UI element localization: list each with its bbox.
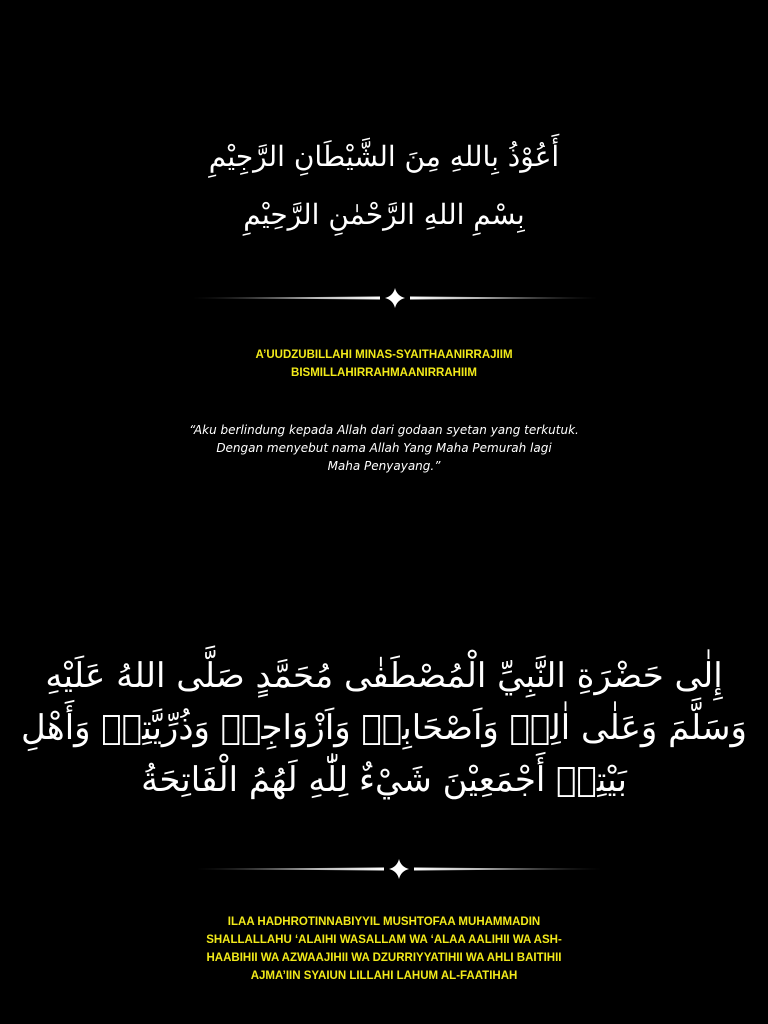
arabic-line: وَسَلَّمَ وَعَلٰى اٰلِهٖ وَاَصْحَابِهٖ وَاَزْوَاجِهٖ وَذُرِّيَّتِهٖ وَأَهْلِ [21,708,747,748]
opening-translation [0,421,768,475]
dedication-transliteration [0,913,768,985]
arabic-line: بَيْتِهٖ أَجْمَعِيْنَ شَيْءٌ لِلّٰهِ لَهُمُ الْفَاتِحَةُ [141,760,627,800]
transliteration-line: SHALLALLAHU ‘ALAIHI WASALLAM WA ‘ALAA AALIHII WA ASH- [206,934,562,946]
translation-line: “Aku berlindung kepada Allah dari godaan syetan yang terkutuk. [189,423,579,437]
transliteration-line: A’UUDZUBILLAHI MINAS-SYAITHAANIRRAJIIM [255,349,513,361]
arabic-line: إِلٰى حَضْرَةِ النَّبِيِّ الْمُصْطَفٰى مُحَمَّدٍ صَلَّى اللهُ عَلَيْهِ [45,656,723,696]
arabic-line-basmalah: بِسْمِ اللهِ الرَّحْمٰنِ الرَّحِيْمِ [243,198,525,231]
transliteration-line: AJMA’IIN SYAIUN LILLAHI LAHUM AL-FAATIHAH [250,970,518,982]
transliteration-line: HAABIHII WA AZWAAJIHII WA DZURRIYYATIHII WA AHLI BAITIHII [206,952,562,964]
translation-line: Maha Penyayang.” [327,459,441,473]
star-ornament-icon [192,286,598,310]
translation-line: Dengan menyebut nama Allah Yang Maha Pemurah lagi [216,441,552,455]
arabic-line-taawudz: أَعُوْذُ بِاللهِ مِنَ الشَّيْطَانِ الرَّجِيْمِ [208,140,560,173]
star-ornament-icon [196,857,602,881]
opening-arabic [0,128,768,244]
dedication-arabic [0,650,768,806]
opening-transliteration [0,346,768,382]
transliteration-line: BISMILLAHIRRAHMAANIRRAHIIM [291,367,477,379]
transliteration-line: ILAA HADHROTINNABIYYIL MUSHTOFAA MUHAMMADIN [227,916,541,928]
